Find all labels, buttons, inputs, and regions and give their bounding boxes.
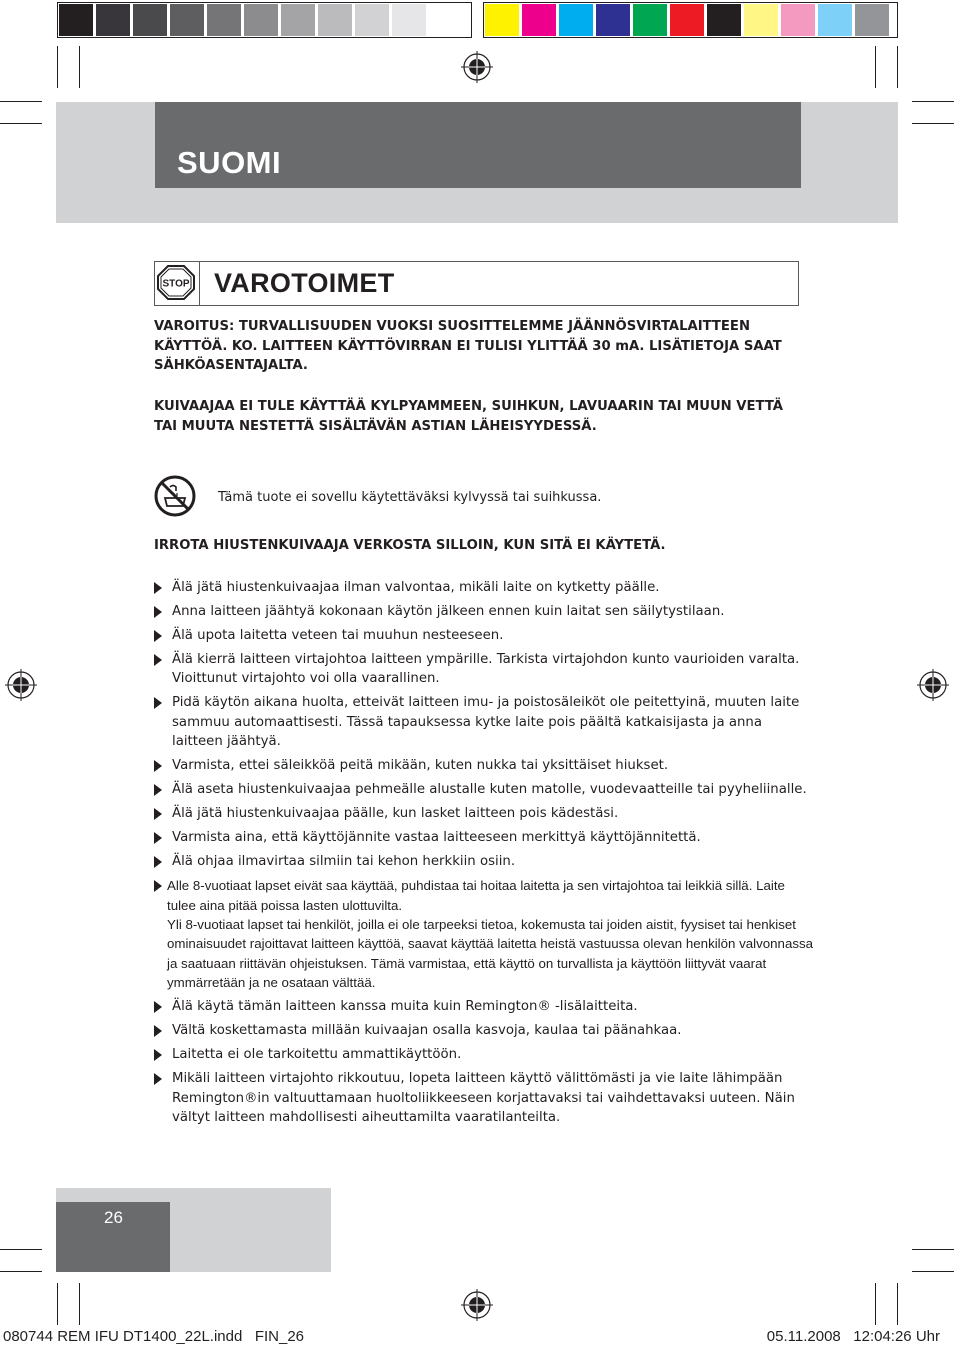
bullet-arrow-icon — [154, 784, 162, 796]
color-swatch — [670, 4, 704, 36]
bullet-arrow-icon — [154, 606, 162, 618]
color-swatch — [855, 4, 889, 36]
gray-swatch — [281, 4, 315, 36]
gray-swatch — [355, 4, 389, 36]
gray-swatch — [207, 4, 241, 36]
list-item: Älä jätä hiustenkuivaajaa ilman valvontaa, mikäli laite on kytketty päälle. — [154, 578, 814, 597]
list-item: Älä käytä tämän laitteen kanssa muita kuin Remington® -lisälaitteita. — [154, 997, 814, 1016]
list-item: Pidä käytön aikana huolta, etteivät laitteen imu- ja poistosäleiköt ole peitettyinä, muuten laite sammuu automaattisesti. Tässä tapauksessa kytke laite pois päältä katkaisijasta ja anna laitteen jäähtyä. — [154, 693, 814, 751]
stop-sign-cell — [154, 261, 200, 306]
list-item: Anna laitteen jäähtyä kokonaan käytön jälkeen ennen kuin laitat sen säilytystilaan. — [154, 602, 814, 621]
water-warning: KUIVAAJAA EI TULE KÄYTTÄÄ KYLPYAMMEEN, SUIHKUN, LAVUAARIN TAI MUUN VETTÄ TAI MUUTA NESTETTÄ SISÄLTÄVÄN ASTIAN LÄHEISYYDESSÄ. — [154, 399, 784, 434]
color-swatch — [744, 4, 778, 36]
list-item: Varmista aina, että käyttöjännite vastaa laitteeseen merkittyä käyttöjännitettä. — [154, 828, 814, 847]
gray-swatch — [429, 4, 463, 36]
date-slug: 05.11.2008 12:04:26 Uhr — [766, 1328, 940, 1345]
svg-text:STOP: STOP — [162, 278, 190, 290]
section-title: VAROTOIMET — [214, 268, 395, 298]
color-swatch — [633, 4, 667, 36]
gray-swatch — [96, 4, 130, 36]
bullet-arrow-icon — [154, 1073, 162, 1085]
no-bath-icon — [154, 475, 196, 517]
color-swatch — [781, 4, 815, 36]
list-item: Varmista, ettei säleikköä peitä mikään, kuten nukka tai yksittäiset hiukset. — [154, 756, 814, 775]
registration-mark-icon — [5, 669, 37, 701]
bullet-arrow-icon — [154, 1049, 162, 1061]
gray-swatch — [133, 4, 167, 36]
bullet-arrow-icon — [154, 630, 162, 642]
unplug-warning: IRROTA HIUSTENKUIVAAJA VERKOSTA SILLOIN, KUN SITÄ EI KÄYTETÄ. — [154, 538, 666, 553]
bullet-arrow-icon — [154, 832, 162, 844]
gray-color-bar — [57, 2, 472, 38]
children-extra-text: Yli 8-vuotiaat lapset tai henkilöt, joilla ei ole tarpeeksi tietoa, kokemusta tai joiden aistit, fyysiset tai henkiset ominaisuudet rajoittavat laitteen käyttöä, saavat käyttää laitetta heistä vastuussa olevan henkilön valvonnassa ja saatuaan riittävän ohjeistuksen. Tämä varmistaa, että käyttö on turvallista ja käyttöön liittyvät vaarat ymmärretään ja ne osataan välttää. — [167, 917, 814, 991]
gray-swatch — [244, 4, 278, 36]
gray-swatch — [318, 4, 352, 36]
registration-mark-icon — [917, 669, 949, 701]
gray-swatch — [392, 4, 426, 36]
bath-note: Tämä tuote ei sovellu käytettäväksi kylvyssä tai suihkussa. — [218, 490, 602, 505]
precautions-list — [154, 578, 814, 1132]
registration-mark-icon — [461, 1289, 493, 1321]
registration-mark-icon — [461, 51, 493, 83]
list-item: Älä upota laitetta veteen tai muuhun nesteeseen. — [154, 626, 814, 645]
list-item: Mikäli laitteen virtajohto rikkoutuu, lopeta laitteen käyttö välittömästi ja vie laite lähimpään Remington®in valtuuttamaan huoltoliikkeeseen korjattavaksi tai vaihdettavaksi uuteen. Näin vältyt laitteen mahdollisesti aiheuttamilta vaaratilanteilta. — [154, 1069, 814, 1127]
gray-swatch — [59, 4, 93, 36]
color-swatch — [522, 4, 556, 36]
list-item: Laitetta ei ole tarkoitettu ammattikäyttöön. — [154, 1045, 814, 1064]
stop-sign-icon — [154, 261, 198, 304]
bullet-arrow-icon — [154, 1001, 162, 1013]
list-item: Älä jätä hiustenkuivaajaa päälle, kun lasket laitteen pois kädestäsi. — [154, 804, 814, 823]
list-item: Vältä koskettamasta millään kuivaajan osalla kasvoja, kaulaa tai päänahkaa. — [154, 1021, 814, 1040]
color-swatch — [596, 4, 630, 36]
bullet-arrow-icon — [154, 880, 162, 892]
bullet-arrow-icon — [154, 582, 162, 594]
bullet-arrow-icon — [154, 1025, 162, 1037]
bullet-arrow-icon — [154, 808, 162, 820]
gray-swatch — [170, 4, 204, 36]
list-item: Älä kierrä laitteen virtajohtoa laitteen ympärille. Tarkista virtajohdon kunto vaurioiden varalta. Vioittunut virtajohto voi olla vaarallinen. — [154, 650, 814, 689]
color-swatch — [818, 4, 852, 36]
language-title: SUOMI — [177, 145, 282, 180]
bullet-arrow-icon — [154, 654, 162, 666]
page-number: 26 — [104, 1208, 123, 1227]
list-item: Älä aseta hiustenkuivaajaa pehmeälle alustalle kuten matolle, vuodevaatteille tai pyyheliinalle. — [154, 780, 814, 799]
bullet-arrow-icon — [154, 856, 162, 868]
list-item-children: Alle 8-vuotiaat lapset eivät saa käyttää, puhdistaa tai hoitaa laitetta ja sen virtajohtoa tai leikkiä sillä. Laite tulee aina pitää poissa lasten ulottuvilta. Yli 8-vuotiaat lapset tai henkilöt, joilla ei ole tarpeeksi tietoa, kokemusta tai joiden aistit, fyysiset tai henkiset ominaisuudet rajoittavat laitteen käyttöä, saavat käyttää laitetta heistä vastuussa olevan henkilön valvonnassa ja saatuaan riittävän ohjeistuksen. Tämä varmistaa, että käyttö on turvallista ja käyttöön liittyvät vaarat ymmärretään ja ne osataan välttää. — [154, 876, 814, 992]
bullet-arrow-icon — [154, 697, 162, 709]
bullet-arrow-icon — [154, 760, 162, 772]
color-swatch — [707, 4, 741, 36]
rcd-warning: VAROITUS: TURVALLISUUDEN VUOKSI SUOSITTELEMME JÄÄNNÖSVIRTALAITTEEN KÄYTTÖÄ. KO. LAITTEEN KÄYTTÖVIRRAN EI TULISI YLITTÄÄ 30 mA. LISÄTIETOJA SAAT SÄHKÖASENTAJALTA. — [154, 319, 782, 373]
process-color-bar — [483, 2, 898, 38]
list-item: Älä ohjaa ilmavirtaa silmiin tai kehon herkkiin osiin. — [154, 852, 814, 871]
color-swatch — [485, 4, 519, 36]
file-slug: 080744 REM IFU DT1400_22L.indd FIN_26 — [3, 1328, 305, 1345]
color-swatch — [559, 4, 593, 36]
